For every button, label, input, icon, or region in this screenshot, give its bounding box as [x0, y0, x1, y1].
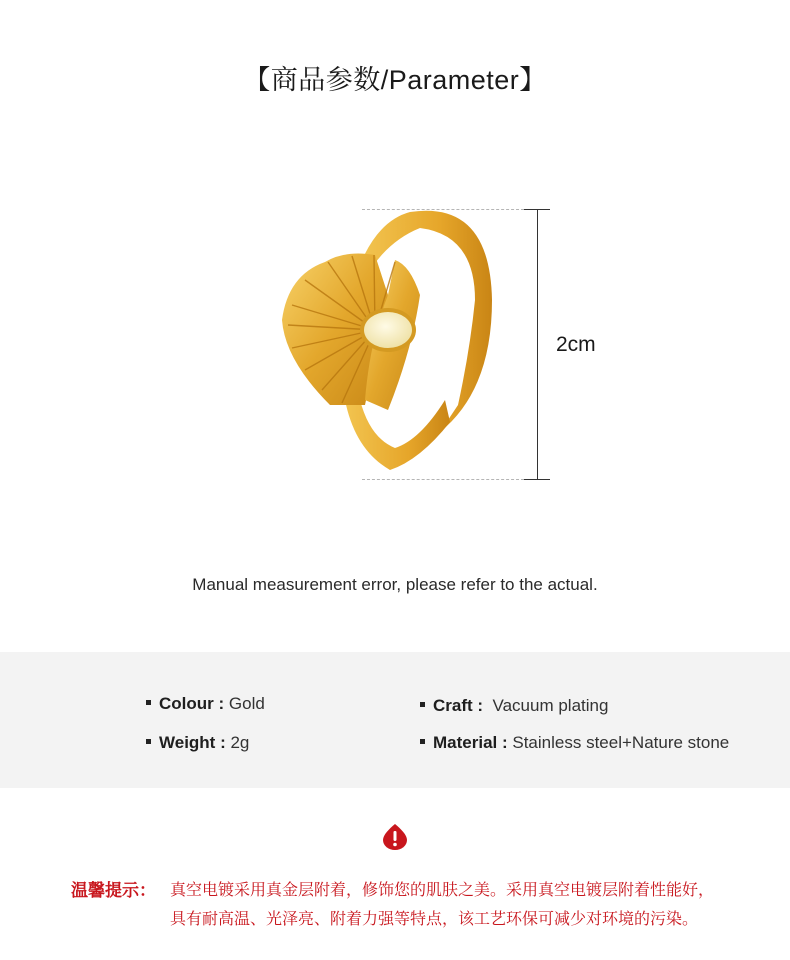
ring-product-image	[270, 200, 510, 500]
dimension-cap-bottom	[524, 479, 550, 480]
dimension-guide-top	[362, 209, 524, 210]
tips-line-2: 具有耐高温、光泽亮、附着力强等特点，该工艺环保可减少对环境的污染。	[170, 911, 699, 928]
spec-colour	[146, 694, 265, 714]
spec-section	[0, 652, 790, 788]
page-title: 【商品参数/Parameter】	[243, 65, 547, 95]
spec-material	[420, 733, 729, 753]
spec-craft-value: Vacuum plating	[492, 696, 609, 715]
spec-weight-key: Weight :	[159, 733, 226, 752]
bullet-icon	[420, 702, 425, 707]
dimension-guide-bottom	[362, 479, 524, 480]
spec-weight	[146, 733, 249, 753]
spec-craft	[420, 696, 608, 716]
bullet-icon	[146, 739, 151, 744]
spec-colour-key: Colour :	[159, 694, 225, 713]
tips-label: 温馨提示：	[71, 881, 156, 900]
spec-craft-key: Craft :	[433, 696, 484, 715]
dimension-cap-top	[524, 209, 550, 210]
tips-line-1: 真空电镀采用真金层附着，修饰您的肌肤之美。采用真空电镀层附着性能好，	[170, 882, 715, 899]
spec-material-value: Stainless steel+Nature stone	[512, 733, 730, 752]
spec-weight-value: 2g	[230, 733, 250, 752]
spec-material-key: Material :	[433, 733, 508, 752]
dimension-label: 2cm	[556, 333, 596, 356]
measurement-note: Manual measurement error, please refer to the actual.	[192, 575, 598, 594]
spec-colour-value: Gold	[228, 694, 265, 713]
dimension-line	[537, 209, 538, 479]
warning-icon	[381, 823, 409, 851]
bullet-icon	[146, 700, 151, 705]
bullet-icon	[420, 739, 425, 744]
